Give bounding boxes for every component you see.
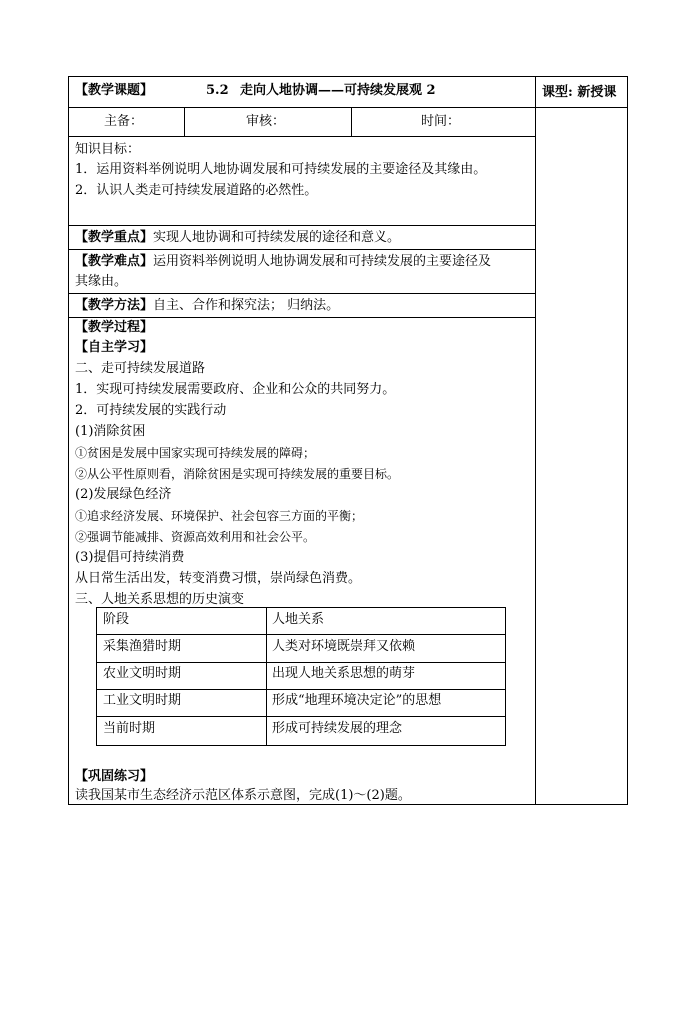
process-line-10: (3)提倡可持续消费 [75, 550, 185, 565]
practice-label: 【巩固练习】 [75, 769, 154, 784]
process-line-4: (1)消除贫困 [75, 424, 146, 439]
process-line-3: 2．可持续发展的实践行动 [75, 403, 227, 418]
table-line-objectives-bottom [68, 225, 536, 226]
process-line-5: ①贫困是发展中国家实现可持续发展的障碍； [75, 446, 316, 460]
table-line-header-bottom [68, 107, 628, 108]
objectives-label: 知识目标： [75, 142, 141, 157]
time-label: 时间： [421, 114, 461, 129]
method-text: 自主、合作和探究法； 归纳法。 [153, 298, 340, 313]
table-line-difficulty-bottom [68, 293, 536, 294]
self-study-label: 【自主学习】 [75, 340, 154, 355]
history-row-4-stage: 当前时期 [103, 721, 156, 736]
history-row-2-stage: 农业文明时期 [103, 666, 182, 681]
process-line-1: 二、走可持续发展道路 [75, 361, 206, 376]
process-line-11: 从日常生活出发，转变消费习惯，崇尚绿色消费。 [75, 571, 362, 586]
process-line-2: 1．实现可持续发展需要政府、企业和公众的共同努力。 [75, 382, 396, 397]
topic-number: 5.2 [206, 83, 229, 98]
objective-item-2: 2．认识人类走可持续发展道路的必然性。 [75, 183, 318, 198]
history-row-3-relation: 形成“地理环境决定论”的思想 [272, 693, 442, 708]
process-line-6: ②从公平性原则看，消除贫困是实现可持续发展的重要目标。 [75, 467, 400, 481]
difficulty-row [75, 253, 491, 271]
table-line-staff-bottom [68, 136, 536, 137]
practice-text: 读我国某市生态经济示范区体系示意图，完成(1)～(2)题。 [75, 788, 411, 803]
history-header-relation: 人地关系 [272, 612, 325, 627]
history-row-4-relation: 形成可持续发展的理念 [272, 721, 403, 736]
table-border-right [627, 76, 628, 805]
table-border-left [68, 76, 69, 805]
history-table-line [96, 745, 506, 746]
method-row [75, 297, 339, 315]
history-header-stage: 阶段 [103, 612, 130, 627]
focus-row [75, 229, 400, 247]
topic-label: 【教学课题】 [75, 83, 154, 98]
table-line-staff-divider-2 [351, 107, 352, 137]
history-table-line [96, 607, 97, 746]
process-line-12: 三、人地关系思想的历史演变 [75, 592, 245, 607]
table-line-main-column [535, 76, 536, 805]
difficulty-label: 【教学难点】 [75, 254, 154, 269]
process-label: 【教学过程】 [75, 320, 154, 335]
difficulty-text-line1: 运用资料举例说明人地协调发展和可持续发展的主要途径及 [153, 254, 492, 269]
focus-text: 实现人地协调和可持续发展的途径和意义。 [153, 230, 401, 245]
difficulty-text-line2: 其缘由。 [75, 274, 128, 289]
history-row-2-relation: 出现人地关系思想的萌芽 [272, 666, 416, 681]
history-table-line [96, 689, 506, 690]
topic-title: 走向人地协调——可持续发展观 2 [240, 83, 436, 98]
history-row-3-stage: 工业文明时期 [103, 693, 182, 708]
table-border-top [68, 76, 628, 77]
process-line-8: ①追求经济发展、环境保护、社会包容三方面的平衡； [75, 509, 364, 523]
history-table-line [96, 607, 506, 608]
history-table-line [505, 607, 506, 746]
focus-label: 【教学重点】 [75, 230, 154, 245]
table-line-method-bottom [68, 317, 536, 318]
process-line-9: ②强调节能减排、资源高效利用和社会公平。 [75, 530, 316, 544]
lesson-type: 课型: 新授课 [542, 85, 617, 100]
reviewer-label: 审核： [246, 114, 286, 129]
history-table-line [96, 662, 506, 663]
method-label: 【教学方法】 [75, 298, 154, 313]
process-line-7: (2)发展绿色经济 [75, 487, 172, 502]
history-row-1-stage: 采集渔猎时期 [103, 639, 182, 654]
history-row-1-relation: 人类对环境既崇拜又依赖 [272, 639, 416, 654]
main-preparer-label: 主备： [104, 114, 144, 129]
history-table-line [96, 634, 506, 635]
table-line-focus-bottom [68, 249, 536, 250]
history-table-line [266, 607, 267, 746]
history-table-line [96, 716, 506, 717]
table-line-staff-divider-1 [184, 107, 185, 137]
objective-item-1: 1．运用资料举例说明人地协调发展和可持续发展的主要途径及其缘由。 [75, 162, 487, 177]
